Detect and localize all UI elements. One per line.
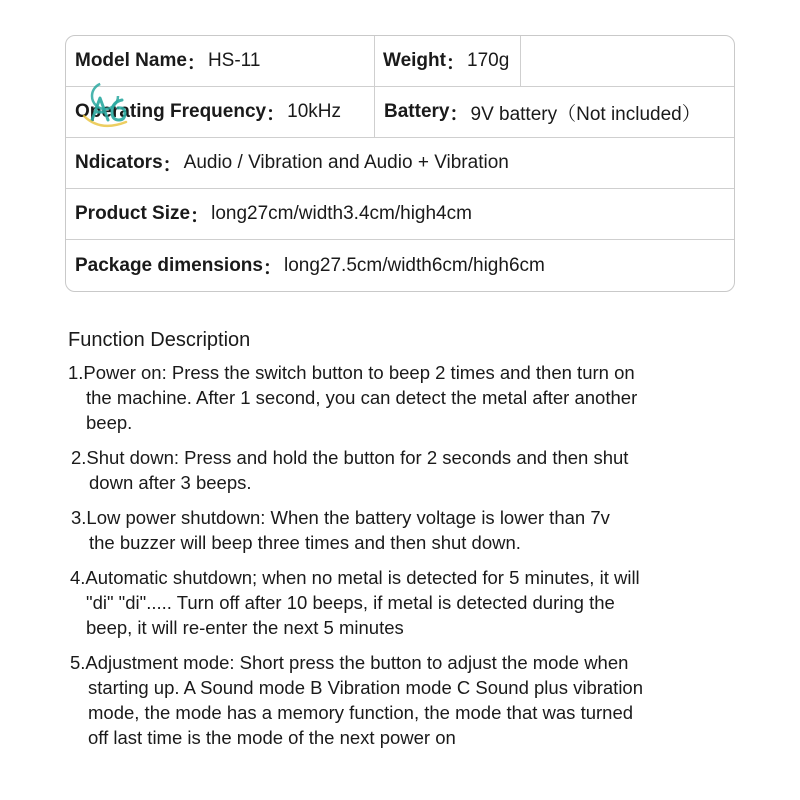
model-value: HS-11 — [207, 50, 261, 71]
size-cell — [66, 189, 734, 239]
list-item — [68, 650, 748, 750]
package-value: long27.5cm/width6cm/high6cm — [283, 255, 545, 276]
item-line: 4.Automatic shutdown; when no metal is detected for 5 minutes, it will — [70, 567, 640, 588]
weight-value: 170g — [467, 50, 510, 71]
item-line: the buzzer will beep three times and then shut down. — [89, 532, 521, 553]
list-item — [68, 505, 748, 555]
weight-label: Weight — [383, 50, 446, 71]
battery-value: 9V battery（Not included） — [470, 103, 701, 125]
separator: ： — [162, 154, 182, 176]
separator: ： — [186, 52, 206, 74]
separator: ： — [262, 257, 282, 279]
item-line: mode, the mode has a memory function, the mode that was turned — [88, 702, 634, 723]
size-value: long27cm/width3.4cm/high4cm — [211, 203, 472, 224]
frequency-value: 10kHz — [287, 101, 341, 122]
item-line: 3.Low power shutdown: When the battery voltage is lower than 7v — [71, 507, 610, 528]
function-description — [68, 328, 748, 760]
item-line: down after 3 beeps. — [89, 472, 252, 493]
package-cell — [66, 240, 734, 292]
empty-cell — [521, 36, 734, 86]
spec-row-size — [66, 189, 734, 240]
separator: ： — [445, 52, 465, 74]
item-line: beep, it will re-enter the next 5 minutes — [86, 617, 404, 638]
spec-row-package — [66, 240, 734, 292]
indicators-cell — [66, 138, 734, 188]
separator: ： — [190, 205, 210, 227]
weight-cell — [375, 36, 521, 86]
battery-label: Battery — [384, 101, 450, 122]
list-item — [68, 445, 748, 495]
item-line: "di" "di"..... Turn off after 10 beeps, if metal is detected during the — [86, 592, 615, 613]
size-label: Product Size — [75, 203, 191, 224]
separator: ： — [449, 103, 469, 125]
spec-row-indicators — [66, 138, 734, 189]
list-item — [68, 565, 748, 640]
item-line: 2.Shut down: Press and hold the button for 2 seconds and then shut — [71, 447, 629, 468]
item-line: off last time is the mode of the next power on — [88, 727, 456, 748]
indicators-value: Audio / Vibration and Audio + Vibration — [183, 152, 509, 173]
brand-logo-icon — [70, 76, 140, 136]
package-label: Package dimensions — [75, 255, 263, 276]
indicators-label: Ndicators — [75, 152, 163, 173]
description-title: Function Description — [68, 329, 251, 351]
item-line: the machine. After 1 second, you can detect the metal after another — [86, 387, 638, 408]
spec-row-frequency — [66, 87, 734, 138]
spec-table — [65, 35, 735, 292]
frequency-label: Operating Frequency — [75, 101, 267, 122]
item-line: 1.Power on: Press the switch button to beep 2 times and then turn on — [68, 362, 635, 383]
spec-row-model — [66, 36, 734, 87]
item-line: beep. — [86, 412, 133, 433]
item-line: starting up. A Sound mode B Vibration mode C Sound plus vibration — [88, 677, 644, 698]
model-label: Model Name — [75, 50, 187, 71]
list-item — [68, 360, 748, 435]
item-line: 5.Adjustment mode: Short press the button to adjust the mode when — [70, 652, 629, 673]
separator: ： — [266, 103, 286, 125]
battery-cell — [375, 87, 734, 137]
